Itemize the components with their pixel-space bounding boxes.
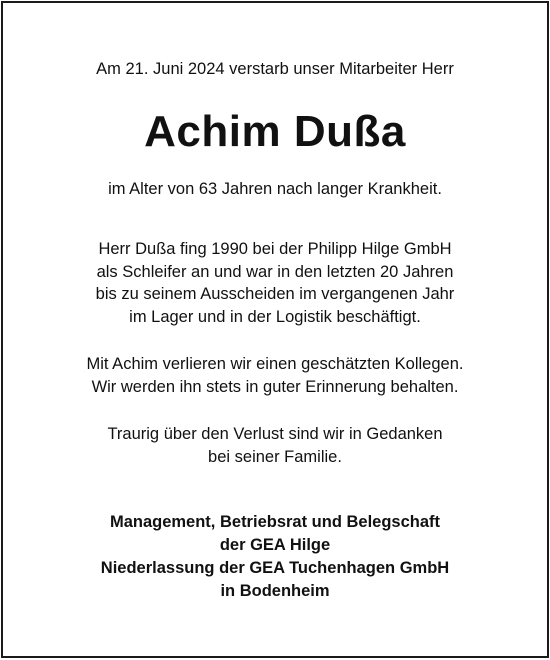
text-line: im Lager und in der Logistik beschäftigt. — [129, 307, 421, 326]
signature-line: der GEA Hilge — [219, 536, 331, 554]
text-line: Wir werden ihn stets in guter Erinnerung behalten. — [91, 377, 459, 396]
signature-line: Management, Betriebsrat und Belegschaft — [109, 513, 441, 531]
text-line: Mit Achim verlieren wir einen geschätzten Kollegen. — [86, 355, 464, 373]
obituary-notice — [1, 1, 549, 658]
text-line: Traurig über den Verlust sind wir in Gedanken — [107, 425, 443, 443]
tribute-paragraph — [3, 353, 547, 398]
signature-line: Niederlassung der GEA Tuchenhagen GmbH — [100, 559, 450, 577]
signature-block — [3, 511, 547, 603]
condolence-paragraph — [3, 423, 547, 468]
text-line: bei seiner Familie. — [208, 447, 342, 466]
text-line: Herr Dußa fing 1990 bei der Philipp Hilge GmbH — [98, 240, 452, 258]
signature-line: in Bodenheim — [220, 582, 330, 600]
text-line: als Schleifer an und war in den letzten 20 Jahren — [96, 262, 454, 281]
intro-line: Am 21. Juni 2024 verstarb unser Mitarbeiter Herr — [96, 60, 454, 78]
deceased-name: Achim Dußa — [144, 107, 406, 156]
age-line: im Alter von 63 Jahren nach langer Krankheit. — [108, 180, 442, 198]
text-line: bis zu seinem Ausscheiden im vergangenen Jahr — [95, 285, 455, 303]
career-paragraph — [3, 238, 547, 328]
